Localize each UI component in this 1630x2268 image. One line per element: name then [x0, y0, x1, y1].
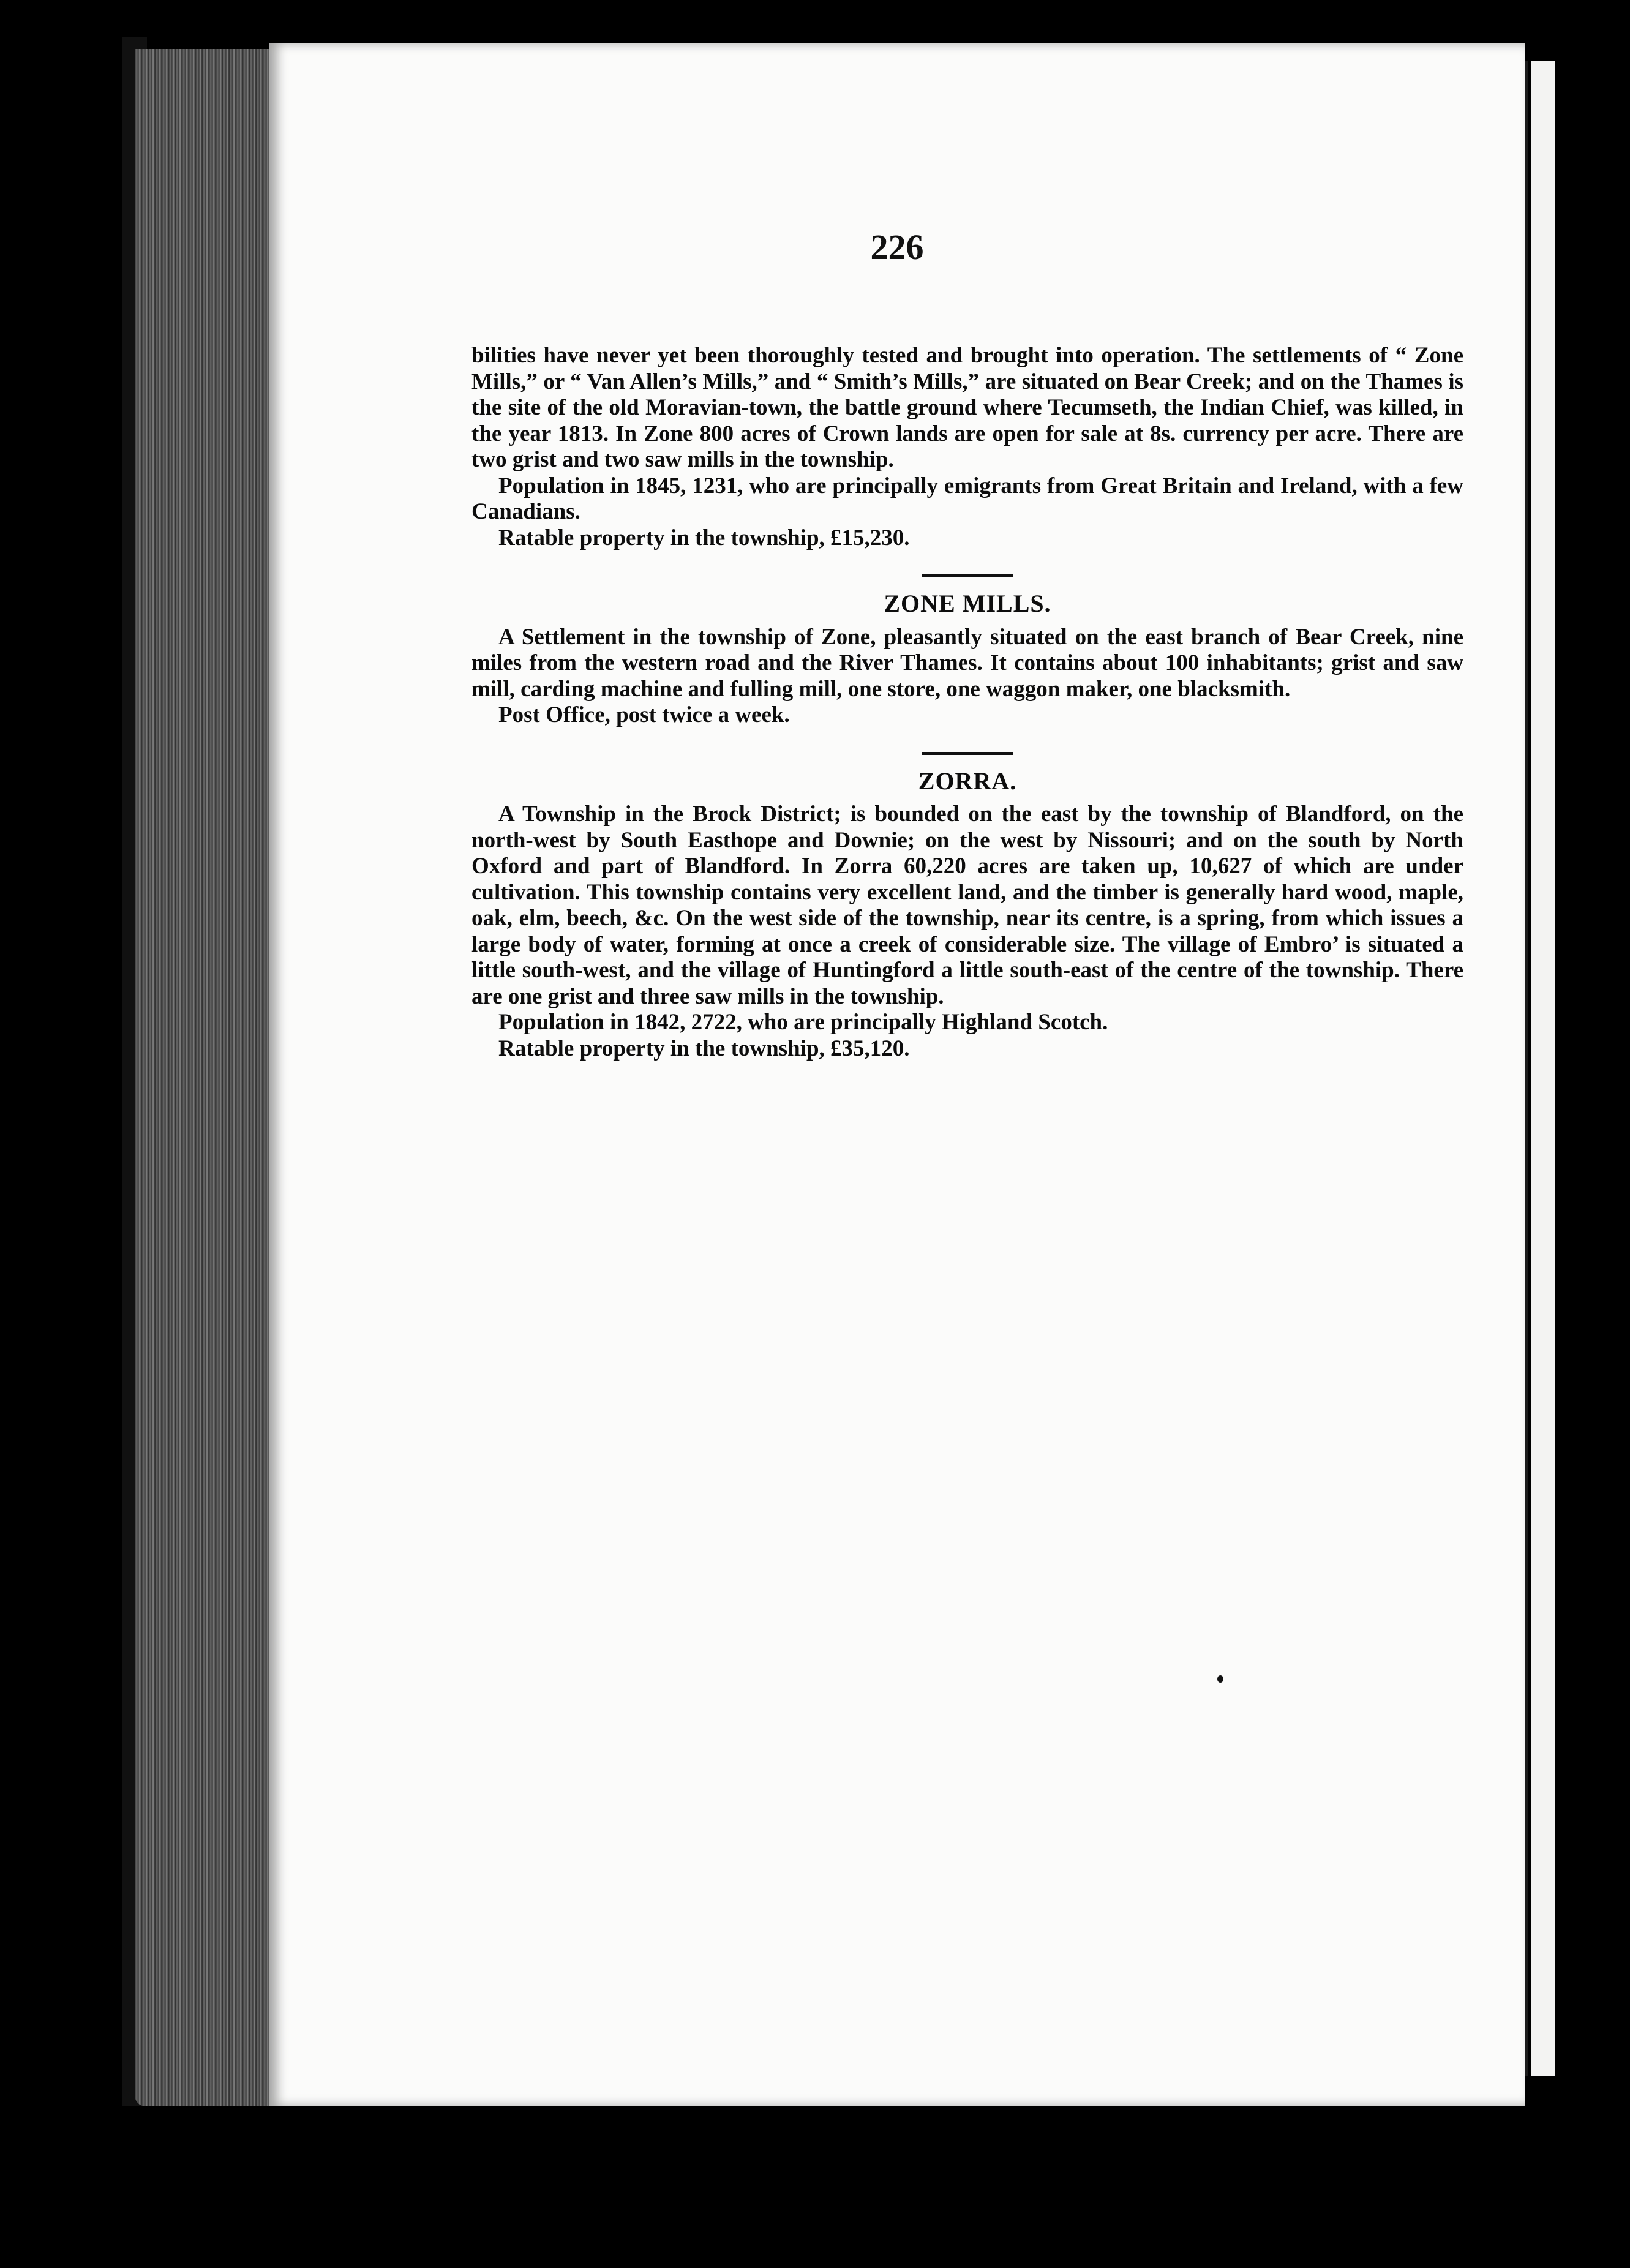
- paragraph: Ratable property in the township, £15,230.: [498, 525, 910, 550]
- facing-page-strip: [1531, 61, 1555, 2076]
- section-zone-mills: [471, 591, 1463, 729]
- section-zone-continued: [471, 343, 1463, 551]
- page-number: 226: [870, 227, 924, 267]
- page-gutter-line: [1525, 61, 1528, 2076]
- paragraph: A Township in the Brock District; is bounded on the east by the township of Blandford, on the north-west by South Easthope and Downie; on the west by Nissouri; and on the south by North Oxford and part of Blandford. In Zorra 60,220 acres are taken up, 10,627 of which are under cultivation. This township contains very excellent land, and the timber is generally hard wood, maple, oak, elm, beech, &c. On the west side of the township, near its centre, is a spring, from which issues a large body of water, forming at once a creek of considerable size. The village of Embro’ is situated a little south-west, and the village of Huntingford a little south-east of the centre of the township. There are one grist and three saw mills in the township.: [471, 802, 1463, 1009]
- section-divider: [922, 574, 1013, 577]
- section-heading: ZORRA.: [918, 767, 1017, 795]
- section-zorra: [471, 768, 1463, 1062]
- ink-spot: [1217, 1675, 1223, 1683]
- section-heading: ZONE MILLS.: [884, 590, 1051, 617]
- book-page-edges: [135, 49, 276, 2106]
- paragraph: A Settlement in the township of Zone, pleasantly situated on the east branch of Bear Creek, nine miles from the western road and the River Thames. It contains about 100 inhabitants; grist and saw mill, carding machine and fulling mill, one store, one waggon maker, one blacksmith.: [471, 624, 1463, 702]
- book-page: [269, 43, 1525, 2106]
- paragraph: Post Office, post twice a week.: [498, 702, 790, 727]
- page-text: [471, 343, 1463, 1062]
- paragraph: Population in 1845, 1231, who are principally emigrants from Great Britain and Ireland, with a few Canadians.: [471, 473, 1463, 524]
- paragraph: Population in 1842, 2722, who are principally Highland Scotch.: [498, 1010, 1108, 1035]
- paragraph: Ratable property in the township, £35,120.: [498, 1035, 910, 1061]
- section-divider: [922, 752, 1013, 755]
- paragraph: bilities have never yet been thoroughly tested and brought into operation. The settlements of “ Zone Mills,” or “ Van Allen’s Mills,” and “ Smith’s Mills,” are situated on Bear Creek; and on the Thames is the site of the old Moravian-town, the battle ground where Tecumseth, the Indian Chief, was killed, in the year 1813. In Zone 800 acres of Crown lands are open for sale at 8s. currency per acre. There are two grist and two saw mills in the township.: [471, 343, 1463, 472]
